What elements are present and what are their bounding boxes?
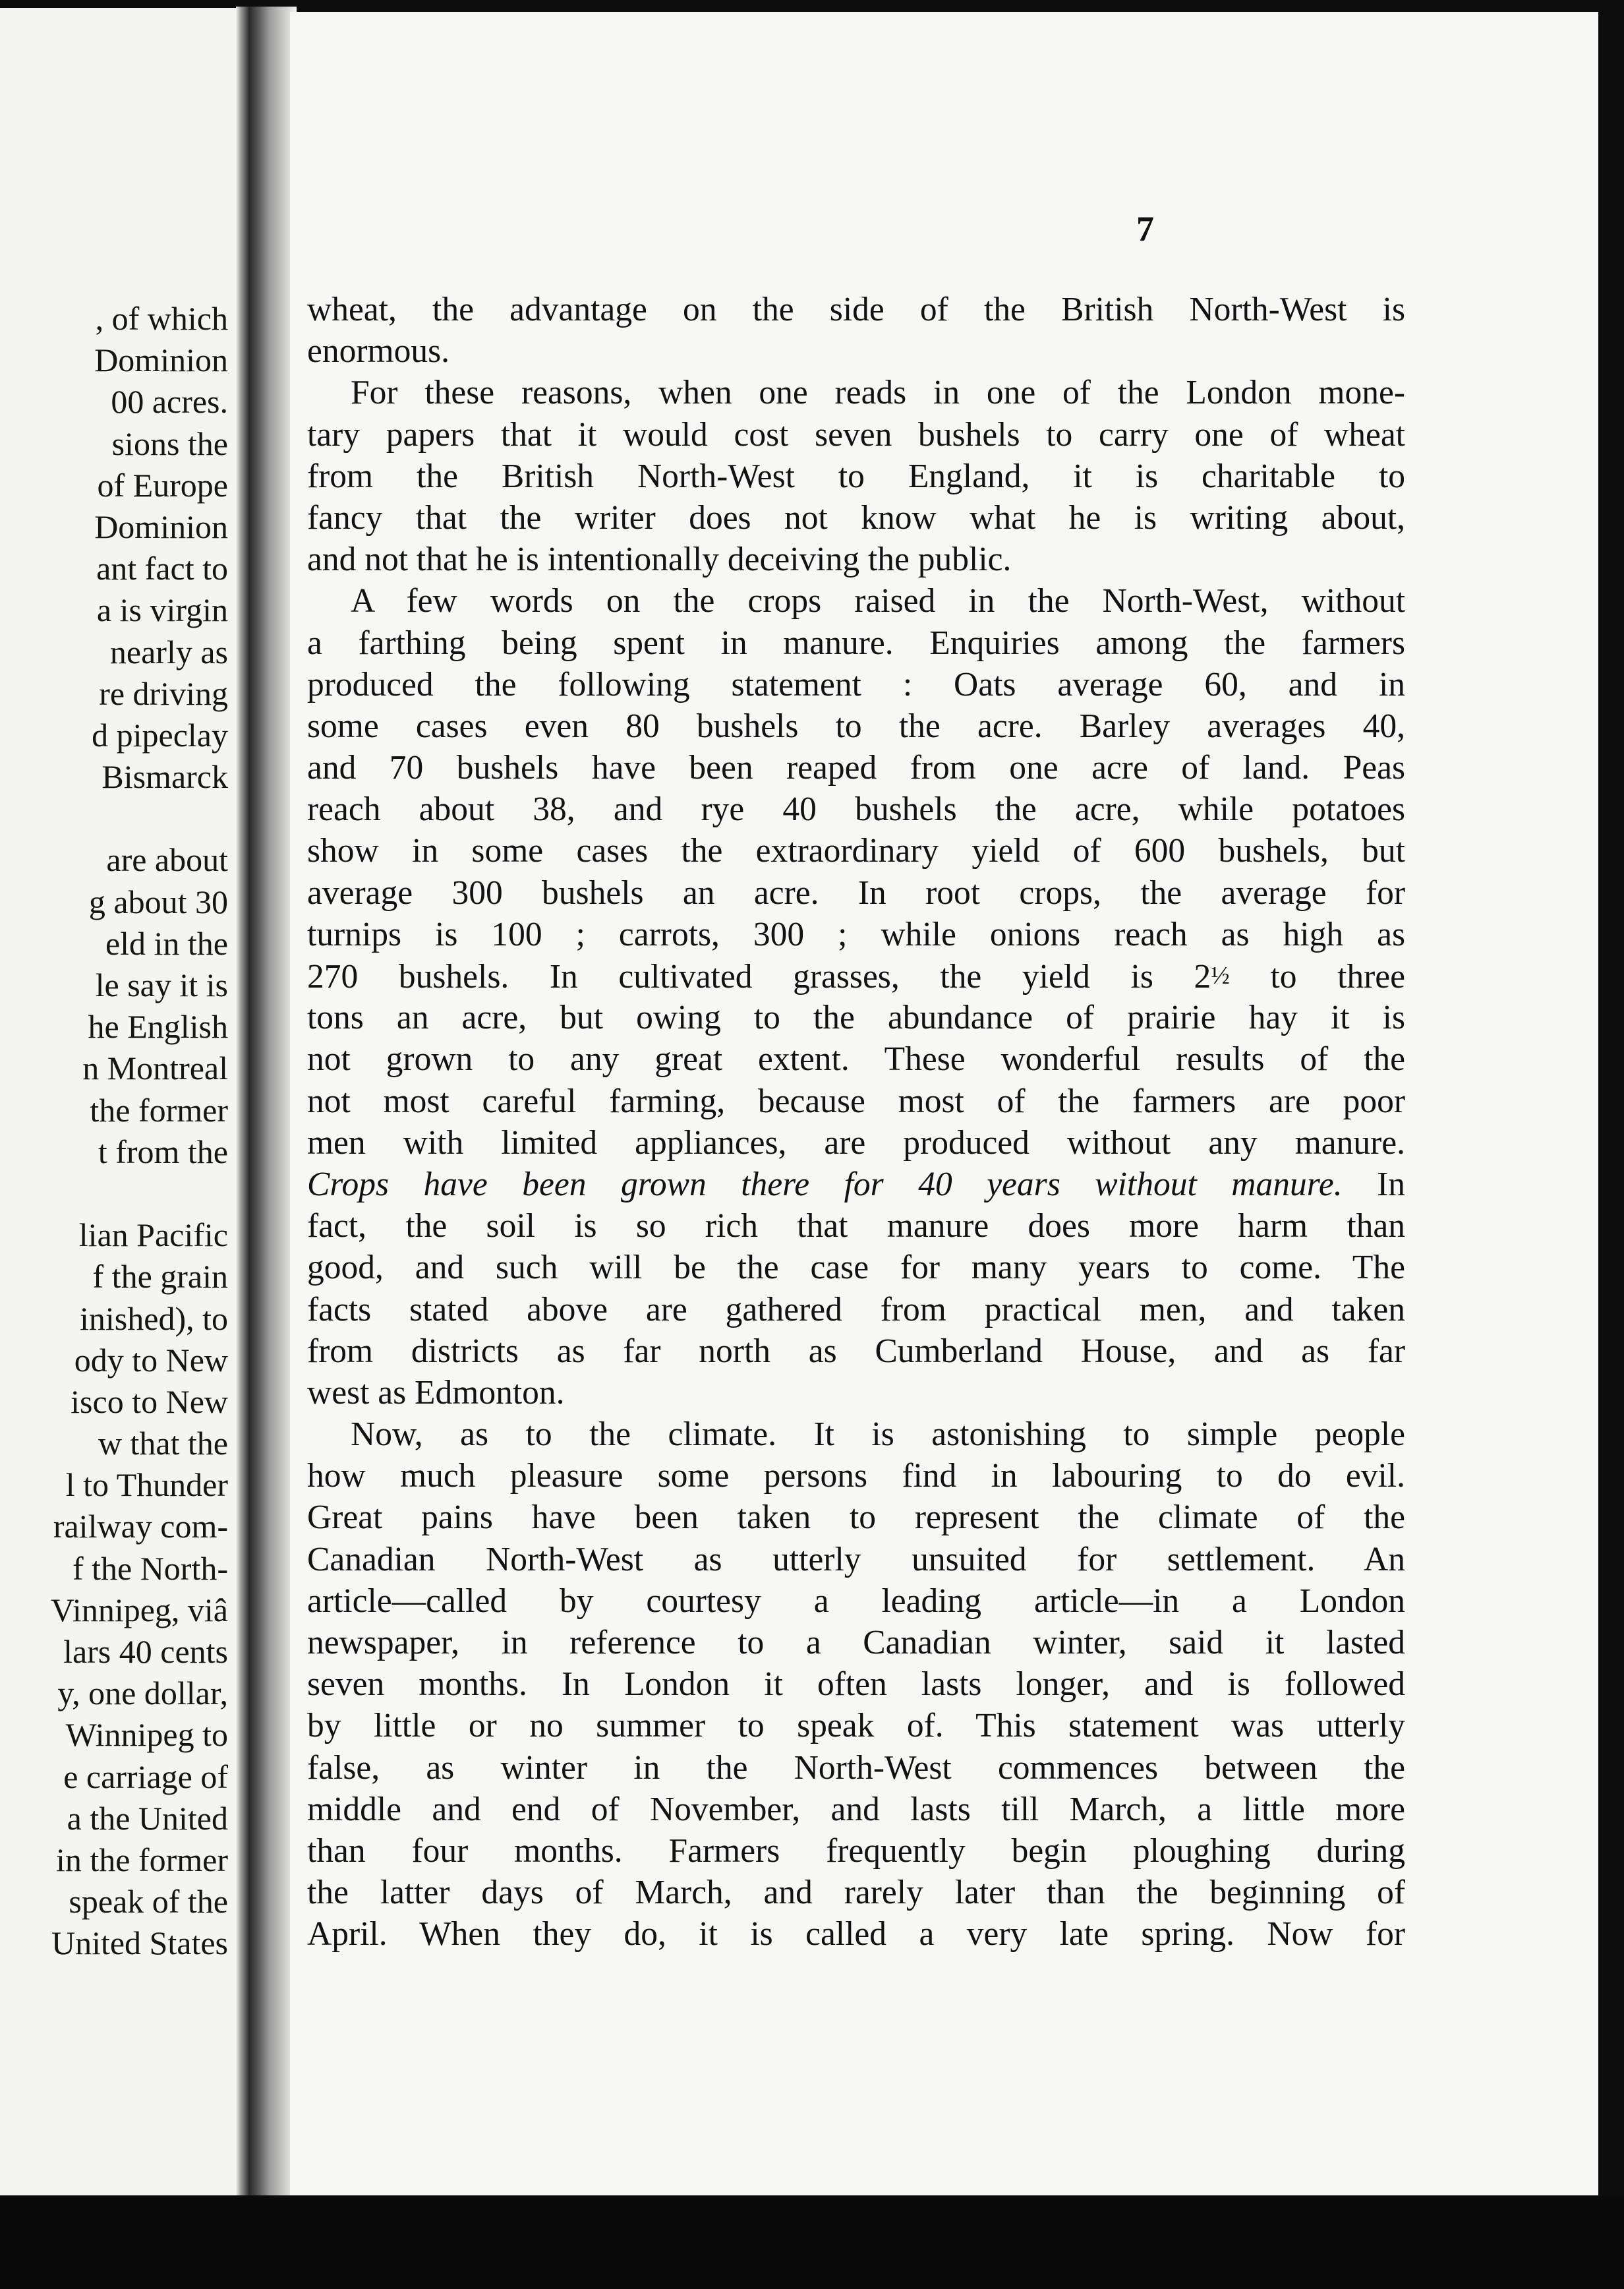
text-line: w that the	[98, 1425, 228, 1462]
text-line: a the United	[67, 1799, 228, 1837]
text-segment: In	[1377, 1165, 1406, 1203]
text-line: April. When they do, it is called a very late spring. Now for	[307, 1915, 1405, 1953]
book-gutter	[236, 7, 297, 2202]
text-line: ant fact to	[96, 550, 228, 587]
text-line: le say it is	[95, 966, 228, 1003]
text-line: good, and such will be the case for many years to come. The	[307, 1249, 1405, 1287]
text-line: and 70 bushels have been reaped from one acre of land. Peas	[307, 749, 1405, 787]
text-line: e carriage of	[63, 1758, 228, 1795]
text-line: d pipeclay	[92, 716, 228, 754]
text-line: some cases even 80 bushels to the acre. Barley averages 40,	[307, 707, 1405, 745]
text-line: not grown to any great extent. These wonderful results of the	[307, 1040, 1405, 1079]
text-line: 00 acres.	[111, 383, 228, 421]
text-line: re driving	[99, 674, 228, 712]
text-line: sions the	[111, 425, 228, 462]
text-line: from districts as far north as Cumberland House, and as far	[307, 1332, 1405, 1370]
text-line: show in some cases the extraordinary yield of 600 bushels, but	[307, 832, 1405, 870]
text-line	[51, 798, 228, 839]
text-line: enormous.	[307, 332, 450, 371]
text-line: fact, the soil is so rich that manure does more harm than	[307, 1207, 1405, 1245]
text-line: speak of the	[69, 1883, 228, 1920]
text-line: fancy that the writer does not know what he is writing about,	[307, 498, 1405, 537]
text-line: the former	[90, 1091, 228, 1129]
text-line: y, one dollar,	[57, 1675, 228, 1712]
page-body-text	[307, 289, 1405, 1955]
text-segment: 270 bushels. In cultivated grasses, the yield is	[307, 958, 1153, 996]
scan-bottom-edge	[0, 2195, 1624, 2289]
text-line: lian Pacific	[78, 1216, 228, 1254]
text-line: a farthing being spent in manure. Enquiries among the farmers	[307, 624, 1405, 662]
text-line: United States	[51, 1924, 228, 1962]
paragraph-first-line: For these reasons, when one reads in one of the London mone-	[351, 374, 1405, 412]
text-line: l to Thunder	[65, 1466, 228, 1504]
text-line: Vinnipeg, viâ	[50, 1591, 228, 1628]
left-page-text-fragments	[51, 298, 228, 1965]
page-number: 7	[1136, 209, 1154, 249]
text-line: reach about 38, and rye 40 bushels the acre, while potatoes	[307, 790, 1405, 829]
text-line: newspaper, in reference to a Canadian winter, said it lasted	[307, 1624, 1405, 1661]
text-line-with-italic	[307, 1164, 1405, 1205]
text-line	[51, 1173, 228, 1214]
paragraph-first-line: A few words on the crops raised in the North-West, without	[351, 582, 1405, 620]
text-line: men with limited appliances, are produced without any manure.	[307, 1123, 1405, 1162]
text-line: n Montreal	[82, 1050, 228, 1087]
text-line: g about 30	[88, 883, 228, 920]
text-line: false, as winter in the North-West commences between the	[307, 1748, 1405, 1787]
text-line: how much pleasure some persons find in labouring to do evil.	[307, 1457, 1405, 1495]
text-line: produced the following statement : Oats average 60, and in	[307, 665, 1405, 703]
text-line: Great pains have been taken to represent the climate of the	[307, 1499, 1405, 1537]
text-line: and not that he is intentionally deceiving the public.	[307, 541, 1012, 579]
paragraph-first-line: Now, as to the climate. It is astonishing to simple people	[351, 1415, 1405, 1454]
text-line: f the North-	[72, 1549, 228, 1587]
text-line: facts stated above are gathered from practical men, and taken	[307, 1290, 1405, 1328]
text-line: he English	[88, 1008, 228, 1046]
text-line: seven months. In London it often lasts longer, and is followed	[307, 1665, 1405, 1704]
text-line: west as Edmonton.	[307, 1373, 565, 1412]
fraction: ½	[1211, 962, 1230, 990]
text-line: tary papers that it would cost seven bushels to carry one of wheat	[307, 415, 1405, 454]
text-line: Dominion	[94, 508, 228, 545]
text-line: of Europe	[97, 466, 228, 504]
text-line: not most careful farming, because most of the farmers are poor	[307, 1082, 1405, 1120]
text-line: nearly as	[109, 633, 228, 670]
text-line: Canadian North-West as utterly unsuited for settlement. An	[307, 1540, 1405, 1578]
left-facing-page	[0, 8, 237, 2197]
text-line: t from the	[98, 1133, 228, 1170]
text-line: ody to New	[74, 1341, 228, 1379]
text-line: by little or no summer to speak of. This statement was utterly	[307, 1707, 1405, 1745]
text-line: Bismarck	[102, 758, 228, 796]
text-line: turnips is 100 ; carrots, 300 ; while onions reach as high as	[307, 915, 1405, 953]
text-line: eld in the	[105, 924, 228, 962]
text-line: the latter days of March, and rarely later than the beginning of	[307, 1874, 1405, 1912]
text-line: are about	[106, 841, 228, 879]
text-line: a is virgin	[96, 591, 228, 629]
text-line: railway com-	[53, 1508, 228, 1545]
text-line: article—called by courtesy a leading article—in a London	[307, 1582, 1405, 1620]
text-line: than four months. Farmers frequently begin ploughing during	[307, 1831, 1405, 1870]
text-line: f the grain	[92, 1258, 228, 1295]
text-line: , of which	[95, 300, 228, 337]
text-line: middle and end of November, and lasts till March, a little more	[307, 1790, 1405, 1828]
text-line-with-fraction	[307, 955, 1405, 997]
text-line: Winnipeg to	[65, 1716, 228, 1754]
text-line: isco to New	[71, 1382, 228, 1420]
text-line: tons an acre, but owing to the abundance of prairie hay it is	[307, 999, 1405, 1037]
italic-sentence: Crops have been grown there for 40 years without manure.	[307, 1165, 1343, 1203]
text-line: inished), to	[80, 1299, 228, 1337]
text-line: from the British North-West to England, it is charitable to	[307, 457, 1405, 495]
text-line: average 300 bushels an acre. In root crops, the average for	[307, 874, 1405, 912]
text-line: lars 40 cents	[63, 1633, 228, 1670]
text-line: in the former	[55, 1841, 228, 1878]
text-line: Dominion	[94, 342, 228, 379]
fraction-whole: 2	[1194, 958, 1211, 996]
text-segment: to three	[1270, 958, 1406, 996]
text-line: wheat, the advantage on the side of the British North-West is	[307, 291, 1405, 328]
